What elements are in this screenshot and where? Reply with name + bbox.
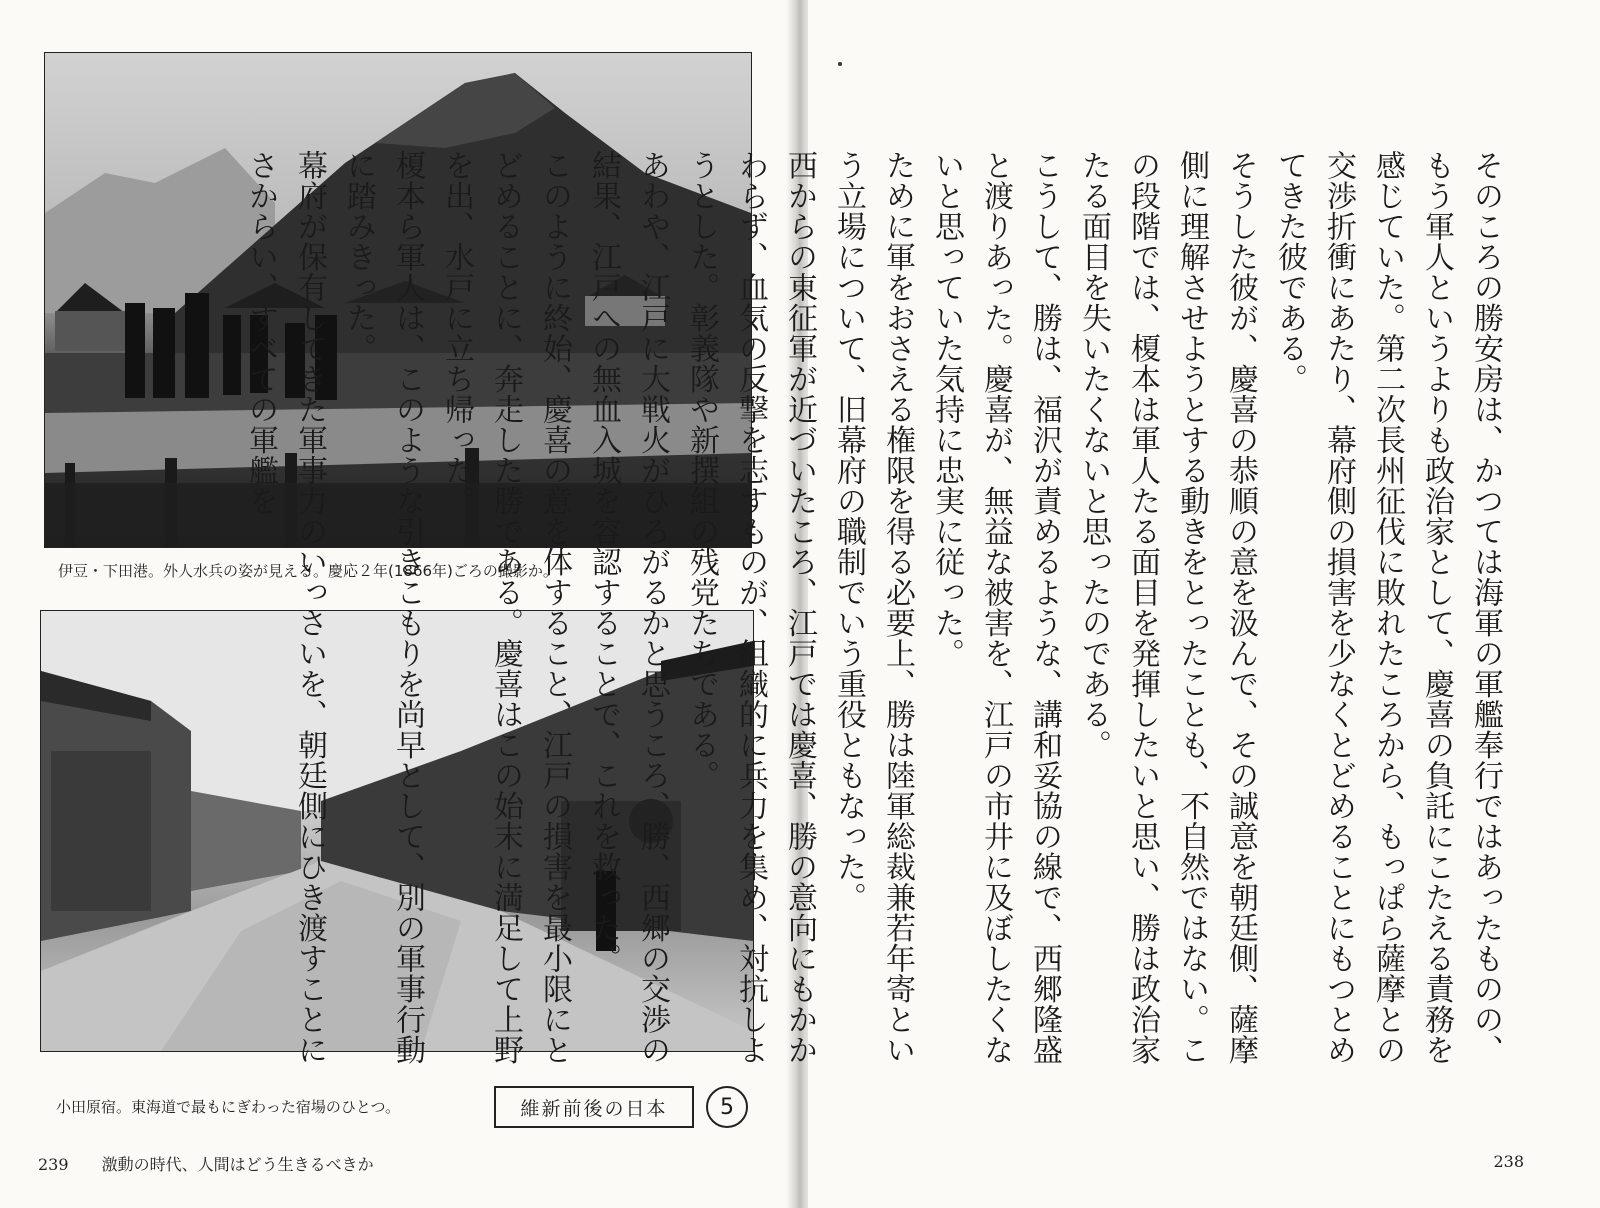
- left-page-number: 239: [38, 1155, 69, 1174]
- body-paragraph-6: あわや、江戸に大戦火がひろがるかと思うころ、勝、西郷の交渉の結果、江戸への無血入城を容認することで、これを救った。: [586, 150, 670, 1065]
- margin-dot: [838, 62, 842, 66]
- series-number-circle: 5: [706, 1086, 748, 1128]
- body-paragraph-1: そのころの勝安房は、かつては海軍の軍艦奉行ではあったものの、もう軍人というよりも政治家として、慶喜の負託にこたえる責務を感じていた。第二次長州征伐に敗れたころから、もっぱら薩摩との交渉折衝にあたり、幕府側の損害を少なくとどめることにもつとめてきた彼である。: [1272, 150, 1503, 1065]
- body-paragraph-2: そうした彼が、慶喜の恭順の意を汲んで、その誠意を朝廷側、薩摩側に理解させようとする動きをとったことも、不自然ではない。この段階では、榎本は軍人たる面目を発揮したいと思い、勝は政治家たる面目を失いたくないと思ったのである。: [1076, 150, 1258, 1065]
- body-paragraph-7: このように終始、慶喜の意を体すること、江戸の損害を最小限にとどめることに、奔走した勝である。慶喜はこの始末に満足して上野を出、水戸に立ち帰った。: [439, 150, 572, 1065]
- right-page-number: 238: [1493, 1152, 1524, 1171]
- body-paragraph-9: 幕府が保有してきた軍事力のいっさいを、朝廷側にひき渡すことにさからい、すべての軍艦を: [243, 150, 327, 1065]
- body-paragraph-8: 榎本ら軍人は、このような引きこもりを尚早として、別の軍事行動に踏みきった。: [341, 150, 425, 1065]
- body-paragraph-5: 西からの東征軍が近づいたころ、江戸では慶喜、勝の意向にもかかわらず、血気の反撃を志すものが、組織的に兵力を集め、対抗しようとした。彰義隊や新撰組の残党たちである。: [684, 150, 817, 1065]
- left-page-footer: [38, 1152, 374, 1175]
- body-paragraph-4: ために軍をおさえる権限を得る必要上、勝は陸軍総裁兼若年寄という立場について、旧幕府の職制でいう重役ともなった。: [831, 150, 915, 1065]
- body-paragraph-3: こうして、勝は、福沢が責めるような、講和妥協の線で、西郷隆盛と渡りあった。慶喜が、無益な被害を、江戸の市井に及ぼしたくないと思っていた気持に忠実に従った。: [929, 150, 1062, 1065]
- odawara-photo-caption: 小田原宿。東海道で最もにぎわった宿場のひとつ。: [56, 1098, 400, 1116]
- running-title: 激動の時代、人間はどう生きるべきか: [101, 1155, 374, 1174]
- shimoda-photo-caption: 伊豆・下田港。外人水兵の姿が見える。慶応２年(1866年)ごろの撮影か。: [58, 562, 558, 580]
- series-label-box: 維新前後の日本: [494, 1086, 694, 1128]
